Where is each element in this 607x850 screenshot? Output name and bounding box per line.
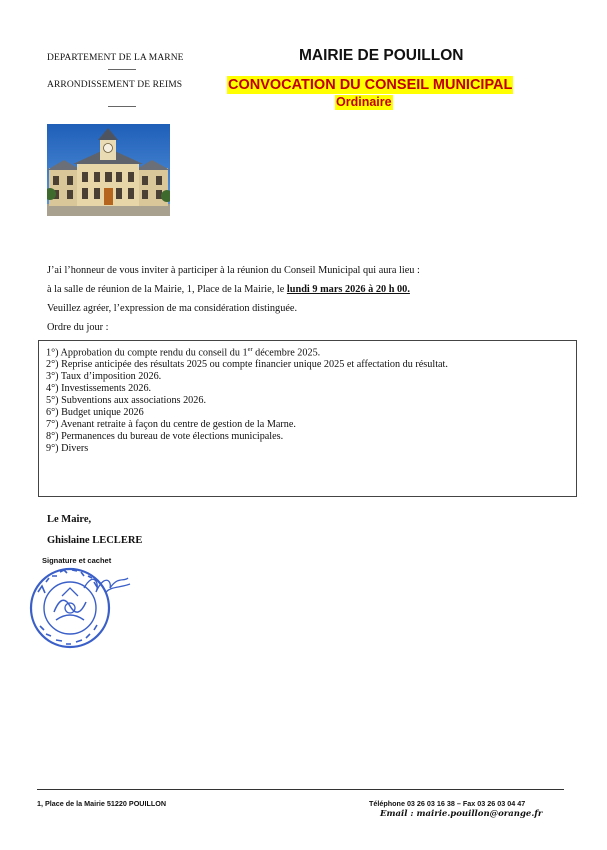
arrondissement-label: ARRONDISSEMENT DE REIMS <box>47 80 183 90</box>
agenda-box <box>38 340 577 497</box>
agenda-label: Ordre du jour : <box>47 322 109 333</box>
agenda-item: 4°) Investissements 2026. <box>46 383 152 395</box>
session-type: Ordinaire <box>336 95 392 109</box>
official-stamp <box>26 562 136 652</box>
agenda-item: 5°) Subventions aux associations 2026. <box>46 395 206 407</box>
signature-label: Signature et cachet <box>42 556 112 565</box>
intro-text: J’ai l’honneur de vous inviter à participer à la réunion du Conseil Municipal qui aura lieu : <box>47 265 420 276</box>
mayor-name: Ghislaine LECLERE <box>47 535 143 546</box>
agenda-item: 7°) Avenant retraite à façon du centre de gestion de la Marne. <box>46 419 296 431</box>
convocation-title: CONVOCATION DU CONSEIL MUNICIPAL <box>228 77 513 93</box>
divider <box>108 69 136 70</box>
location-text: à la salle de réunion de la Mairie, 1, Place de la Mairie, le <box>47 284 287 295</box>
mairie-title: MAIRIE DE POUILLON <box>299 47 464 64</box>
footer-address: 1, Place de la Mairie 51220 POUILLON <box>37 799 167 808</box>
meeting-location <box>47 284 410 295</box>
divider <box>108 106 136 107</box>
footer-phone: Téléphone 03 26 03 16 38 – Fax 03 26 03 04 47 <box>369 799 526 808</box>
agenda-item: 3°) Taux d’imposition 2026. <box>46 371 162 383</box>
agenda-item: 9°) Divers <box>46 443 89 455</box>
agenda-item: 8°) Permanences du bureau de vote élections municipales. <box>46 431 284 443</box>
agenda-item: 6°) Budget unique 2026 <box>46 407 144 419</box>
departement-label: DEPARTEMENT DE LA MARNE <box>47 53 184 63</box>
agenda-item: 1°) Approbation du compte rendu du conseil du 1er décembre 2025. <box>46 346 321 359</box>
footer-divider <box>37 789 564 790</box>
town-hall-photo <box>47 124 170 216</box>
meeting-date: lundi 9 mars 2026 à 20 h 00. <box>286 284 410 295</box>
salutation-text: Veuillez agréer, l’expression de ma considération distinguée. <box>47 303 298 314</box>
mayor-role: Le Maire, <box>47 514 92 525</box>
footer-email: Email : mairie.pouillon@orange.fr <box>380 809 543 819</box>
agenda-item: 2°) Reprise anticipée des résultats 2025 ou compte financier unique 2025 et affectation du résultat. <box>46 359 448 371</box>
